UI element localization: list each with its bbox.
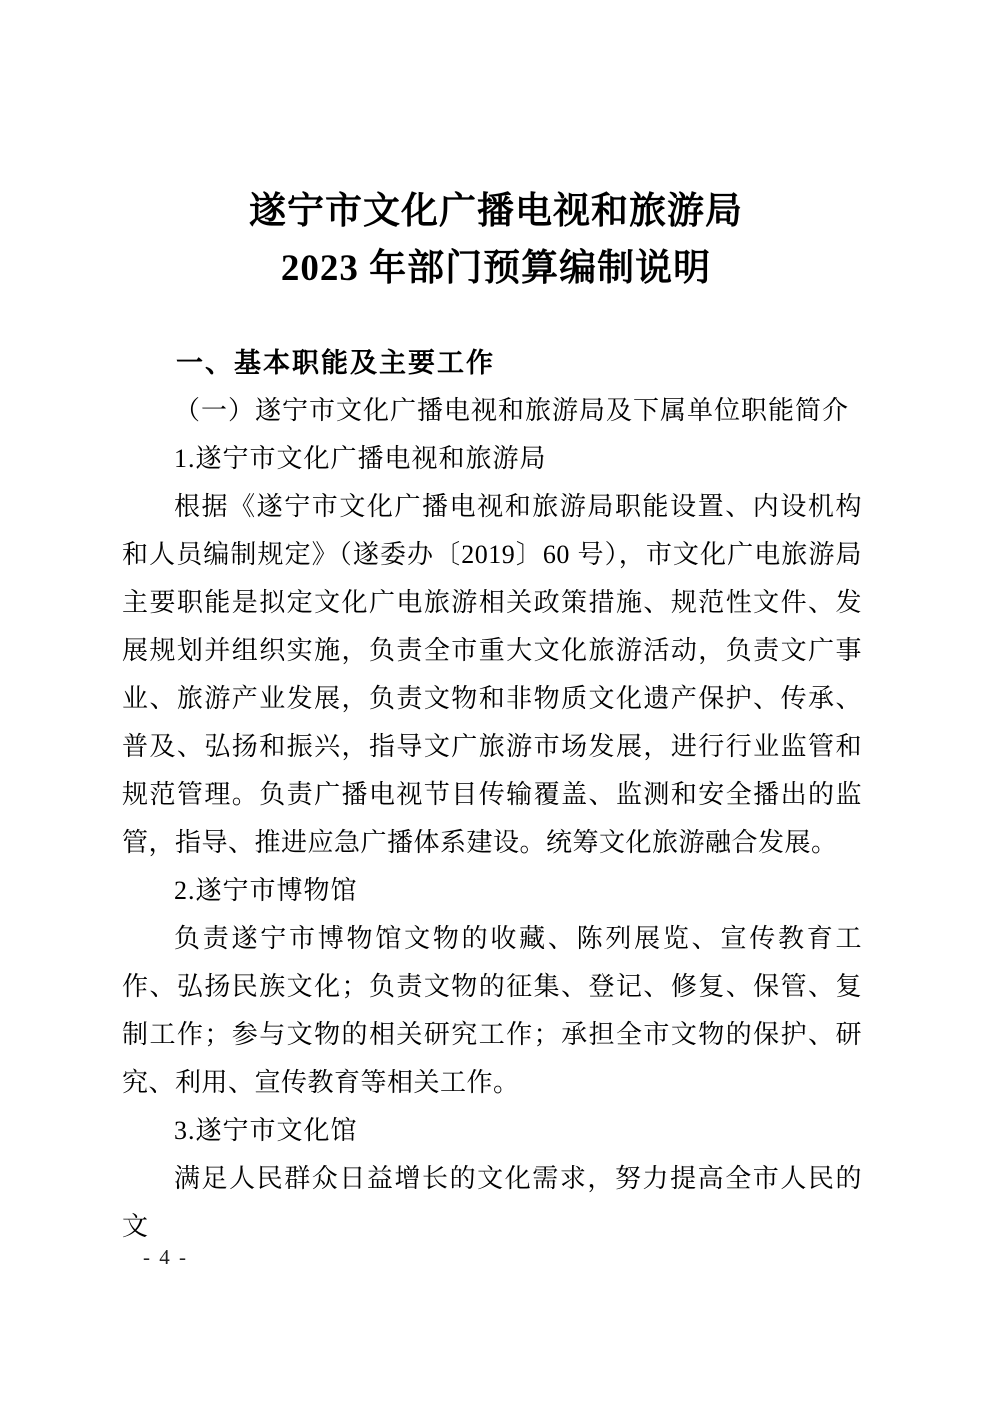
document-body <box>122 339 862 1251</box>
item-title-bureau: 1.遂宁市文化广播电视和旅游局 <box>174 444 547 473</box>
page-number: - 4 - <box>143 1245 188 1269</box>
document-title-line-1: 遂宁市文化广播电视和旅游局 <box>249 191 743 232</box>
item-title-museum: 2.遂宁市博物馆 <box>174 876 358 905</box>
item-title-cultural-center: 3.遂宁市文化馆 <box>174 1116 358 1145</box>
paragraph-cultural-center-functions: 满足人民群众日益增长的文化需求，努力提高全市人民的文 <box>122 1164 862 1241</box>
paragraph-museum-functions: 负责遂宁市博物馆文物的收藏、陈列展览、宣传教育工作、弘扬民族文化；负责文物的征集、登记、修复、保管、复制工作；参与文物的相关研究工作；承担全市文物的保护、研究、利用、宣传教育等相关工作。 <box>122 924 862 1097</box>
section-heading-basic-functions: 一、基本职能及主要工作 <box>176 348 495 378</box>
paragraph-bureau-functions: 根据《遂宁市文化广播电视和旅游局职能设置、内设机构和人员编制规定》（遂委办〔2019〕60 号），市文化广电旅游局主要职能是拟定文化广电旅游相关政策措施、规范性文件、发展规划并组织实施，负责全市重大文化旅游活动，负责文广事业、旅游产业发展，负责文物和非物质文化遗产保护、传承、普及、弘扬和振兴，指导文广旅游市场发展，进行行业监管和规范管理。负责广播电视节目传输覆盖、监测和安全播出的监管，指导、推进应急广播体系建设。统筹文化旅游融合发展。 <box>122 492 862 857</box>
subsection-heading-unit-overview: （一）遂宁市文化广播电视和旅游局及下属单位职能简介 <box>174 396 850 425</box>
document-title <box>0 183 992 297</box>
document-title-line-2: 2023 年部门预算编制说明 <box>280 248 712 289</box>
